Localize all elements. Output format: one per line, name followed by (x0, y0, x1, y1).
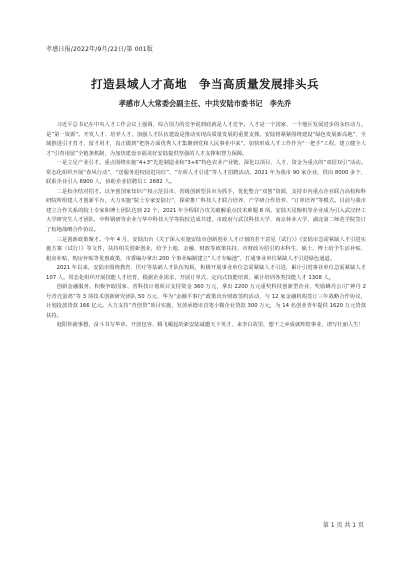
paragraph: 三是创新政策聚才。今年 4 月，安陆出台《关于深入实施安陆市创新创业人才计划的若干意见（试行）》《安陆市急需紧缺人才引进实施方案（试行）》等文件，扶持相关创新创业，给予土地、金融、财政等政策扶持，市财政为招引的本科生、硕士、博士给予生活补贴、租房补贴、购房补贴等优惠政策，市委编办拿出 200 个事业编制建立“人才专编池”，打通事业单位紧缺人才引进绿色通道。 (46, 236, 366, 262)
article-body (46, 121, 366, 331)
article-byline: 孝感市人大常委会副主任、中共安陆市委书记 李先乔 (118, 99, 292, 108)
paragraph: 习近平总书记在中央人才工作会议上强调，综合国力的竞争说到底就是人才竞争。人才是一个国家、一个地区发展进步的永恒动力。是“第一资源”。开发人才、培养人才，加强人才队伍建设是推动实现高质量发展的重要支撑。安陆将紧紧围绕建设“绿色发展新高地”，全域推进引才育才、留才用才，真正做到“把各方面优秀人才集聚到党和人民事业中来”。加快形成人才工作作为“一把手”工程、建立健全人才“引育用留”全链条机制，为加快建设幸福美好安陆提供坚强的人才支撑和智力保障。 (46, 122, 366, 157)
newspaper-source-line: 孝感日报/2022年/9月/22日/第 001版 (46, 46, 153, 53)
paragraph: 庭阳你就事想，奋斗书写华章。开放包容、腾飞崛起的新安陆诚邀天下英才，来李白故里，想干之乡成就辉煌事业，谱写壮丽人生！ (56, 322, 364, 329)
article-title: 打造县域人才高地 争当高质量发展排头兵 (91, 77, 319, 91)
paragraph: 一是立足产业引才。重点围绕实施“4+3”先进制造业和“3+6”特色农业产业链，深化以项目、人才、资金为重点的“双招双引”活动。常态化组织开展“春风行动”，“送服务进校园进岗位”、“专项人才引进”等人才招聘活动。2021 年为我市 90 家企业，供岗 8000 多个，联系企业引入 6900 人，协助企业招聘员工 2682 人。 (46, 160, 366, 186)
paragraph: 2021 年以来，安陆市围绕教育、医疗等基础人才队伍短板，积极开展事业单位急需紧缺人才引进，累计引进事业单位急需紧缺人才 107 人。常态化组织开展技能人才培育，根据企业需求，开展订单式、定向式技能培训，累计培训各类技能人才 1308 人。 (46, 265, 366, 281)
paragraph: 创新金融服务，积极争取国家、省科技计划项目支持资金 360 万元，拿出 2200 万元重奖科技创新型企业，奖励蜂丹公司“神丹 2 号青壳蛋鸡”等 3 项技术创新研究团队 50 万元、华为“金融平事行”政策出台财政签约活动，与 12 家金融机构签订三年战略合作协议，计划投放贷款 166 亿元。大力支持“青创贷”项目实施，发放承德市首笔小微企业贷款 300 万元，为 14 名创业青年提供 1620 万元贷款扶持。 (46, 284, 366, 319)
paragraph: 二是校企结对招才。以争创国家知识产权示范县市、省级创新型县市为抓手，优化整合“双创”资源，支持市内重点企业联合高校和科研院所组建人才创新平台，大力实施“院士专家安陆行”，探索推广科技人才联合培养、产学研合作培养、“订单培养”等模式。目前与我市建立合作关系的院士专家和博士团队达到 22 个，2021 年全程联合攻关破解重点技术难题 8 项。安陆天星粮机等企业成为引入武汉轻工大学研究生人才团队，中科钢研等企业与华中科技大学等院校达成共建，市政府与武汉科技大学、南京林业大学、湖北第二师范学院签订了校地战略合作协议。 (46, 188, 366, 234)
page-indicator: 第 1 页 共 1 页 (322, 522, 364, 529)
